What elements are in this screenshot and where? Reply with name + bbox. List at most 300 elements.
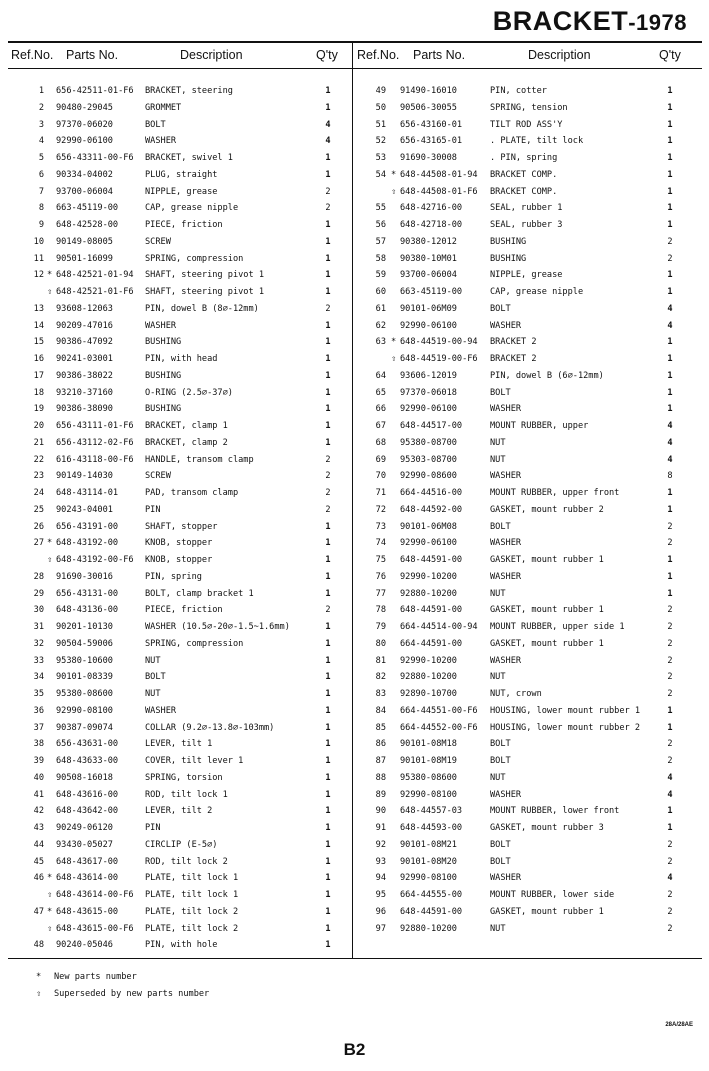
description: PLATE, tilt lock 2 <box>145 906 239 917</box>
part-number: 95380-08700 <box>400 437 457 448</box>
quantity: 4 <box>667 454 673 465</box>
description: BUSHING <box>145 370 182 381</box>
quantity: 1 <box>667 86 673 96</box>
table-row <box>353 787 702 804</box>
ref-number: 61 <box>375 303 386 314</box>
part-number: 90249-06120 <box>56 823 113 833</box>
bottom-rule <box>8 958 702 959</box>
description: PIN, spring <box>145 571 202 582</box>
part-number: 92990-10200 <box>400 571 457 582</box>
quantity: 1 <box>325 906 331 917</box>
quantity: 2 <box>667 756 673 766</box>
table-row <box>353 753 702 770</box>
description: BRACKET, steering <box>145 86 233 96</box>
part-number: 648-43615-00-F6 <box>56 923 134 934</box>
description: PIN, with head <box>145 354 218 364</box>
part-number: 92880-10200 <box>400 588 457 599</box>
part-number: 648-44519-00-94 <box>400 337 478 348</box>
quantity: 4 <box>667 320 673 331</box>
table-row <box>353 586 702 603</box>
part-number: 648-43614-00-F6 <box>56 890 134 900</box>
ref-number: 42 <box>33 806 44 817</box>
row-mark: * <box>391 337 397 348</box>
left-header-qty: Q'ty <box>316 48 338 62</box>
note-new-parts <box>36 972 137 982</box>
quantity: 2 <box>667 622 673 632</box>
ref-number: 27 <box>33 538 44 549</box>
description: CAP, grease nipple <box>490 287 584 297</box>
quantity: 2 <box>667 538 673 549</box>
part-number: 90506-30055 <box>400 102 457 113</box>
part-number: 648-43114-01 <box>56 488 119 498</box>
quantity: 1 <box>325 923 331 934</box>
quantity: 4 <box>667 303 673 314</box>
description: SCREW <box>145 236 171 247</box>
table-row <box>8 619 352 636</box>
description: SHAFT, stopper <box>145 521 218 532</box>
description: BRACKET 2 <box>490 354 537 364</box>
description: WASHER <box>145 136 177 147</box>
quantity: 1 <box>325 655 331 666</box>
part-number: 92990-08100 <box>400 789 457 800</box>
ref-number: 21 <box>33 437 44 448</box>
ref-number: 79 <box>375 622 386 632</box>
description: SPRING, tension <box>490 102 568 113</box>
description: GASKET, mount rubber 1 <box>490 906 604 917</box>
quantity: 1 <box>667 153 673 163</box>
quantity: 1 <box>325 153 331 163</box>
ref-number: 69 <box>375 454 386 465</box>
description: NIPPLE, grease <box>145 186 218 197</box>
part-number: 648-44591-00 <box>400 906 463 917</box>
description: NIPPLE, grease <box>490 270 563 281</box>
ref-number: 44 <box>33 839 44 850</box>
ref-number: 10 <box>33 236 44 247</box>
ref-number: 92 <box>375 839 386 850</box>
table-row <box>353 519 702 536</box>
quantity: 2 <box>667 689 673 699</box>
table-row <box>8 435 352 452</box>
row-mark: ⇧ <box>47 287 53 297</box>
part-number: 648-42716-00 <box>400 203 463 214</box>
description: BRACKET, swivel 1 <box>145 153 233 163</box>
description: WASHER <box>490 789 522 800</box>
table-row <box>8 83 352 100</box>
ref-number: 87 <box>375 756 386 766</box>
quantity: 2 <box>667 605 673 616</box>
ref-number: 80 <box>375 638 386 649</box>
table-row <box>353 83 702 100</box>
quantity: 1 <box>325 873 331 884</box>
description: BOLT <box>145 119 166 130</box>
ref-number: 72 <box>375 504 386 515</box>
quantity: 1 <box>325 270 331 281</box>
description: PIN <box>145 504 161 515</box>
table-row <box>8 133 352 150</box>
description: ROD, tilt lock 2 <box>145 856 228 867</box>
ref-number: 22 <box>33 454 44 465</box>
quantity: 2 <box>667 655 673 666</box>
table-row <box>353 435 702 452</box>
table-row <box>353 167 702 184</box>
description: GASKET, mount rubber 1 <box>490 605 604 616</box>
quantity: 4 <box>325 136 331 147</box>
table-row <box>353 485 702 502</box>
description: NUT <box>145 655 161 666</box>
part-number: 648-43136-00 <box>56 605 119 616</box>
quantity: 1 <box>667 722 673 733</box>
table-row <box>353 284 702 301</box>
description: SCREW <box>145 471 171 482</box>
table-row <box>353 669 702 686</box>
left-header-ref: Ref.No. <box>11 48 54 62</box>
part-number: 90101-08M21 <box>400 839 457 850</box>
quantity: 1 <box>325 890 331 900</box>
ref-number: 40 <box>33 772 44 783</box>
part-number: 92990-08100 <box>400 873 457 884</box>
row-mark: * <box>47 873 53 884</box>
right-header-parts: Parts No. <box>413 48 466 62</box>
part-number: 90201-10130 <box>56 622 113 632</box>
table-row <box>8 150 352 167</box>
quantity: 4 <box>667 789 673 800</box>
quantity: 1 <box>667 571 673 582</box>
description: WASHER <box>490 873 522 884</box>
left-parts-table <box>8 83 352 951</box>
part-number: 648-43615-00 <box>56 906 119 917</box>
table-row <box>353 251 702 268</box>
ref-number: 93 <box>375 856 386 867</box>
quantity: 1 <box>667 806 673 817</box>
table-row <box>8 452 352 469</box>
part-number: 90504-59006 <box>56 638 113 649</box>
description: BOLT <box>490 387 511 398</box>
ref-number: 68 <box>375 437 386 448</box>
right-header-qty: Q'ty <box>659 48 681 62</box>
description: BOLT <box>145 672 166 683</box>
quantity: 1 <box>325 437 331 448</box>
quantity: 1 <box>325 588 331 599</box>
description: MOUNT RUBBER, upper <box>490 421 589 431</box>
quantity: 1 <box>667 270 673 281</box>
part-number: 93606-12019 <box>400 370 457 381</box>
part-number: 90480-29045 <box>56 102 113 113</box>
description: PLATE, tilt lock 2 <box>145 923 239 934</box>
quantity: 1 <box>667 705 673 716</box>
title-year: -1978 <box>628 10 687 35</box>
row-mark: * <box>47 538 53 549</box>
ref-number: 60 <box>375 287 386 297</box>
ref-number: 6 <box>38 169 44 180</box>
description: NUT <box>490 672 506 683</box>
part-number: 90386-38022 <box>56 370 113 381</box>
part-number: 90101-08M18 <box>400 739 457 750</box>
part-number: 648-44591-00 <box>400 605 463 616</box>
quantity: 2 <box>325 186 331 197</box>
quantity: 1 <box>325 756 331 766</box>
table-row <box>353 401 702 418</box>
part-number: 90387-09074 <box>56 722 113 733</box>
quantity: 1 <box>667 169 673 180</box>
description: BUSHING <box>490 253 527 264</box>
description: COVER, tilt lever 1 <box>145 756 244 766</box>
ref-number: 89 <box>375 789 386 800</box>
quantity: 1 <box>667 404 673 415</box>
table-row <box>353 686 702 703</box>
quantity: 1 <box>325 354 331 364</box>
quantity: 1 <box>325 823 331 833</box>
ref-number: 12 <box>33 270 44 281</box>
part-number: 90380-12012 <box>400 236 457 247</box>
ref-number: 19 <box>33 404 44 415</box>
part-number: 90101-08M19 <box>400 756 457 766</box>
page-number: B2 <box>343 1040 366 1059</box>
ref-number: 41 <box>33 789 44 800</box>
description: CAP, grease nipple <box>145 203 239 214</box>
quantity: 2 <box>667 253 673 264</box>
table-row <box>8 200 352 217</box>
ref-number: 28 <box>33 571 44 582</box>
description: SEAL, rubber 3 <box>490 220 563 230</box>
description: MOUNT RUBBER, lower front <box>490 806 620 817</box>
description: PIN, dowel B (6∅-12mm) <box>490 370 604 381</box>
row-mark: ⇧ <box>47 555 53 565</box>
part-number: 90101-08339 <box>56 672 113 683</box>
description: TILT ROD ASS'Y <box>490 119 563 130</box>
description: PIN, cotter <box>490 86 547 96</box>
ref-number: 85 <box>375 722 386 733</box>
part-number: 91490-16010 <box>400 86 457 96</box>
quantity: 1 <box>667 337 673 348</box>
part-number: 656-42511-01-F6 <box>56 86 134 96</box>
table-row <box>353 870 702 887</box>
ref-number: 17 <box>33 370 44 381</box>
part-number: 93430-05027 <box>56 839 113 850</box>
description: SHAFT, steering pivot 1 <box>145 270 264 281</box>
table-row <box>8 803 352 820</box>
table-row <box>8 301 352 318</box>
ref-number: 33 <box>33 655 44 666</box>
part-number: 656-43112-02-F6 <box>56 437 134 448</box>
table-row <box>8 552 352 569</box>
table-row <box>8 586 352 603</box>
part-number: 90240-05046 <box>56 940 113 951</box>
ref-number: 84 <box>375 705 386 716</box>
ref-number: 96 <box>375 906 386 917</box>
part-number: 648-43616-00 <box>56 789 119 800</box>
table-row <box>353 301 702 318</box>
ref-number: 70 <box>375 471 386 482</box>
quantity: 1 <box>325 387 331 398</box>
description: BOLT <box>490 756 511 766</box>
description: WASHER (10.5∅-20∅-1.5~1.6mm) <box>145 622 290 632</box>
description: BOLT <box>490 739 511 750</box>
right-header-desc: Description <box>528 48 591 62</box>
table-row <box>8 418 352 435</box>
table-row <box>8 184 352 201</box>
table-row <box>8 854 352 871</box>
row-mark: ⇧ <box>391 354 397 364</box>
quantity: 2 <box>667 923 673 934</box>
description: BUSHING <box>145 337 182 348</box>
quantity: 1 <box>325 287 331 297</box>
part-number: 90243-04001 <box>56 504 113 515</box>
part-number: 648-43642-00 <box>56 806 119 817</box>
part-number: 648-43192-00 <box>56 538 119 549</box>
part-number: 92990-10200 <box>400 655 457 666</box>
table-row <box>8 117 352 134</box>
description: NUT <box>490 437 506 448</box>
ref-number: 2 <box>38 102 44 113</box>
ref-number: 1 <box>38 86 44 96</box>
table-row <box>8 921 352 938</box>
table-row <box>8 385 352 402</box>
quantity: 1 <box>325 772 331 783</box>
ref-number: 5 <box>38 153 44 163</box>
description: MOUNT RUBBER, lower side <box>490 890 615 900</box>
row-mark: ⇧ <box>391 186 397 197</box>
part-number: 92990-06100 <box>400 320 457 331</box>
ref-number: 23 <box>33 471 44 482</box>
ref-number: 34 <box>33 672 44 683</box>
part-number: 648-42521-01-F6 <box>56 287 134 297</box>
table-row <box>353 267 702 284</box>
table-row <box>353 736 702 753</box>
description: BRACKET COMP. <box>490 186 558 197</box>
ref-number: 26 <box>33 521 44 532</box>
ref-number: 58 <box>375 253 386 264</box>
quantity: 8 <box>667 471 673 482</box>
table-row <box>8 502 352 519</box>
table-row <box>353 318 702 335</box>
row-mark: ⇧ <box>47 890 53 900</box>
table-row <box>353 200 702 217</box>
part-number: 656-43160-01 <box>400 119 463 130</box>
description: PLATE, tilt lock 1 <box>145 873 239 884</box>
part-number: 616-43118-00-F6 <box>56 454 134 465</box>
part-number: 663-45119-00 <box>56 203 119 214</box>
quantity: 1 <box>325 521 331 532</box>
table-row <box>8 167 352 184</box>
ref-number: 30 <box>33 605 44 616</box>
quantity: 2 <box>667 839 673 850</box>
table-row <box>8 837 352 854</box>
part-number: 648-43633-00 <box>56 756 119 766</box>
ref-number: 82 <box>375 672 386 683</box>
table-row <box>8 284 352 301</box>
part-number: 90101-06M08 <box>400 521 457 532</box>
quantity: 2 <box>667 672 673 683</box>
ref-number: 38 <box>33 739 44 750</box>
table-row <box>8 669 352 686</box>
table-row <box>353 703 702 720</box>
ref-number: 94 <box>375 873 386 884</box>
part-number: 90386-47092 <box>56 337 113 348</box>
quantity: 1 <box>325 421 331 431</box>
quantity: 1 <box>325 789 331 800</box>
top-rule <box>8 41 702 43</box>
part-number: 92990-06100 <box>56 136 113 147</box>
quantity: 1 <box>667 370 673 381</box>
quantity: 1 <box>325 571 331 582</box>
description: NUT, crown <box>490 689 542 699</box>
superseded-arrow-icon: ⇧ <box>36 989 42 999</box>
table-row <box>353 602 702 619</box>
quantity: 1 <box>667 220 673 230</box>
part-number: 648-44508-01-F6 <box>400 186 478 197</box>
part-number: 90149-08005 <box>56 236 113 247</box>
quantity: 1 <box>325 689 331 699</box>
description: PIN, dowel B (8∅-12mm) <box>145 303 259 314</box>
part-number: 648-44591-00 <box>400 555 463 565</box>
quantity: 2 <box>667 890 673 900</box>
ref-number: 35 <box>33 689 44 699</box>
table-row <box>8 904 352 921</box>
quantity: 2 <box>667 638 673 649</box>
ref-number: 39 <box>33 756 44 766</box>
table-row <box>8 870 352 887</box>
table-row <box>8 602 352 619</box>
table-row <box>353 837 702 854</box>
table-row <box>353 117 702 134</box>
description: GASKET, mount rubber 3 <box>490 823 604 833</box>
description: BOLT <box>490 856 511 867</box>
description: GASKET, mount rubber 2 <box>490 504 604 515</box>
part-number: 656-43165-01 <box>400 136 463 147</box>
part-number: 95380-10600 <box>56 655 113 666</box>
ref-number: 15 <box>33 337 44 348</box>
left-header-desc: Description <box>180 48 243 62</box>
table-row <box>353 234 702 251</box>
quantity: 2 <box>325 303 331 314</box>
description: MOUNT RUBBER, upper side 1 <box>490 622 625 632</box>
quantity: 1 <box>667 203 673 214</box>
quantity: 1 <box>325 220 331 230</box>
ref-number: 48 <box>33 940 44 951</box>
table-row <box>8 703 352 720</box>
table-row <box>8 653 352 670</box>
ref-number: 52 <box>375 136 386 147</box>
description: WASHER <box>145 705 177 716</box>
part-number: 90101-06M09 <box>400 303 457 314</box>
part-number: 664-44514-00-94 <box>400 622 478 632</box>
quantity: 1 <box>325 102 331 113</box>
table-row <box>353 133 702 150</box>
quantity: 4 <box>667 437 673 448</box>
part-number: 648-42521-01-94 <box>56 270 134 281</box>
quantity: 2 <box>325 488 331 498</box>
table-row <box>353 385 702 402</box>
table-row <box>353 368 702 385</box>
part-number: 656-43311-00-F6 <box>56 153 134 163</box>
ref-number: 49 <box>375 86 386 96</box>
quantity: 1 <box>325 404 331 415</box>
description: PLUG, straight <box>145 169 218 180</box>
quantity: 1 <box>325 839 331 850</box>
table-row <box>8 485 352 502</box>
table-row <box>353 803 702 820</box>
quantity: 1 <box>325 337 331 348</box>
quantity: 1 <box>667 102 673 113</box>
part-number: 92990-06100 <box>400 404 457 415</box>
description: NUT <box>490 772 506 783</box>
part-number: 95303-08700 <box>400 454 457 465</box>
table-row <box>353 653 702 670</box>
table-row <box>353 569 702 586</box>
table-row <box>353 150 702 167</box>
row-mark: ⇧ <box>47 923 53 934</box>
ref-number: 25 <box>33 504 44 515</box>
